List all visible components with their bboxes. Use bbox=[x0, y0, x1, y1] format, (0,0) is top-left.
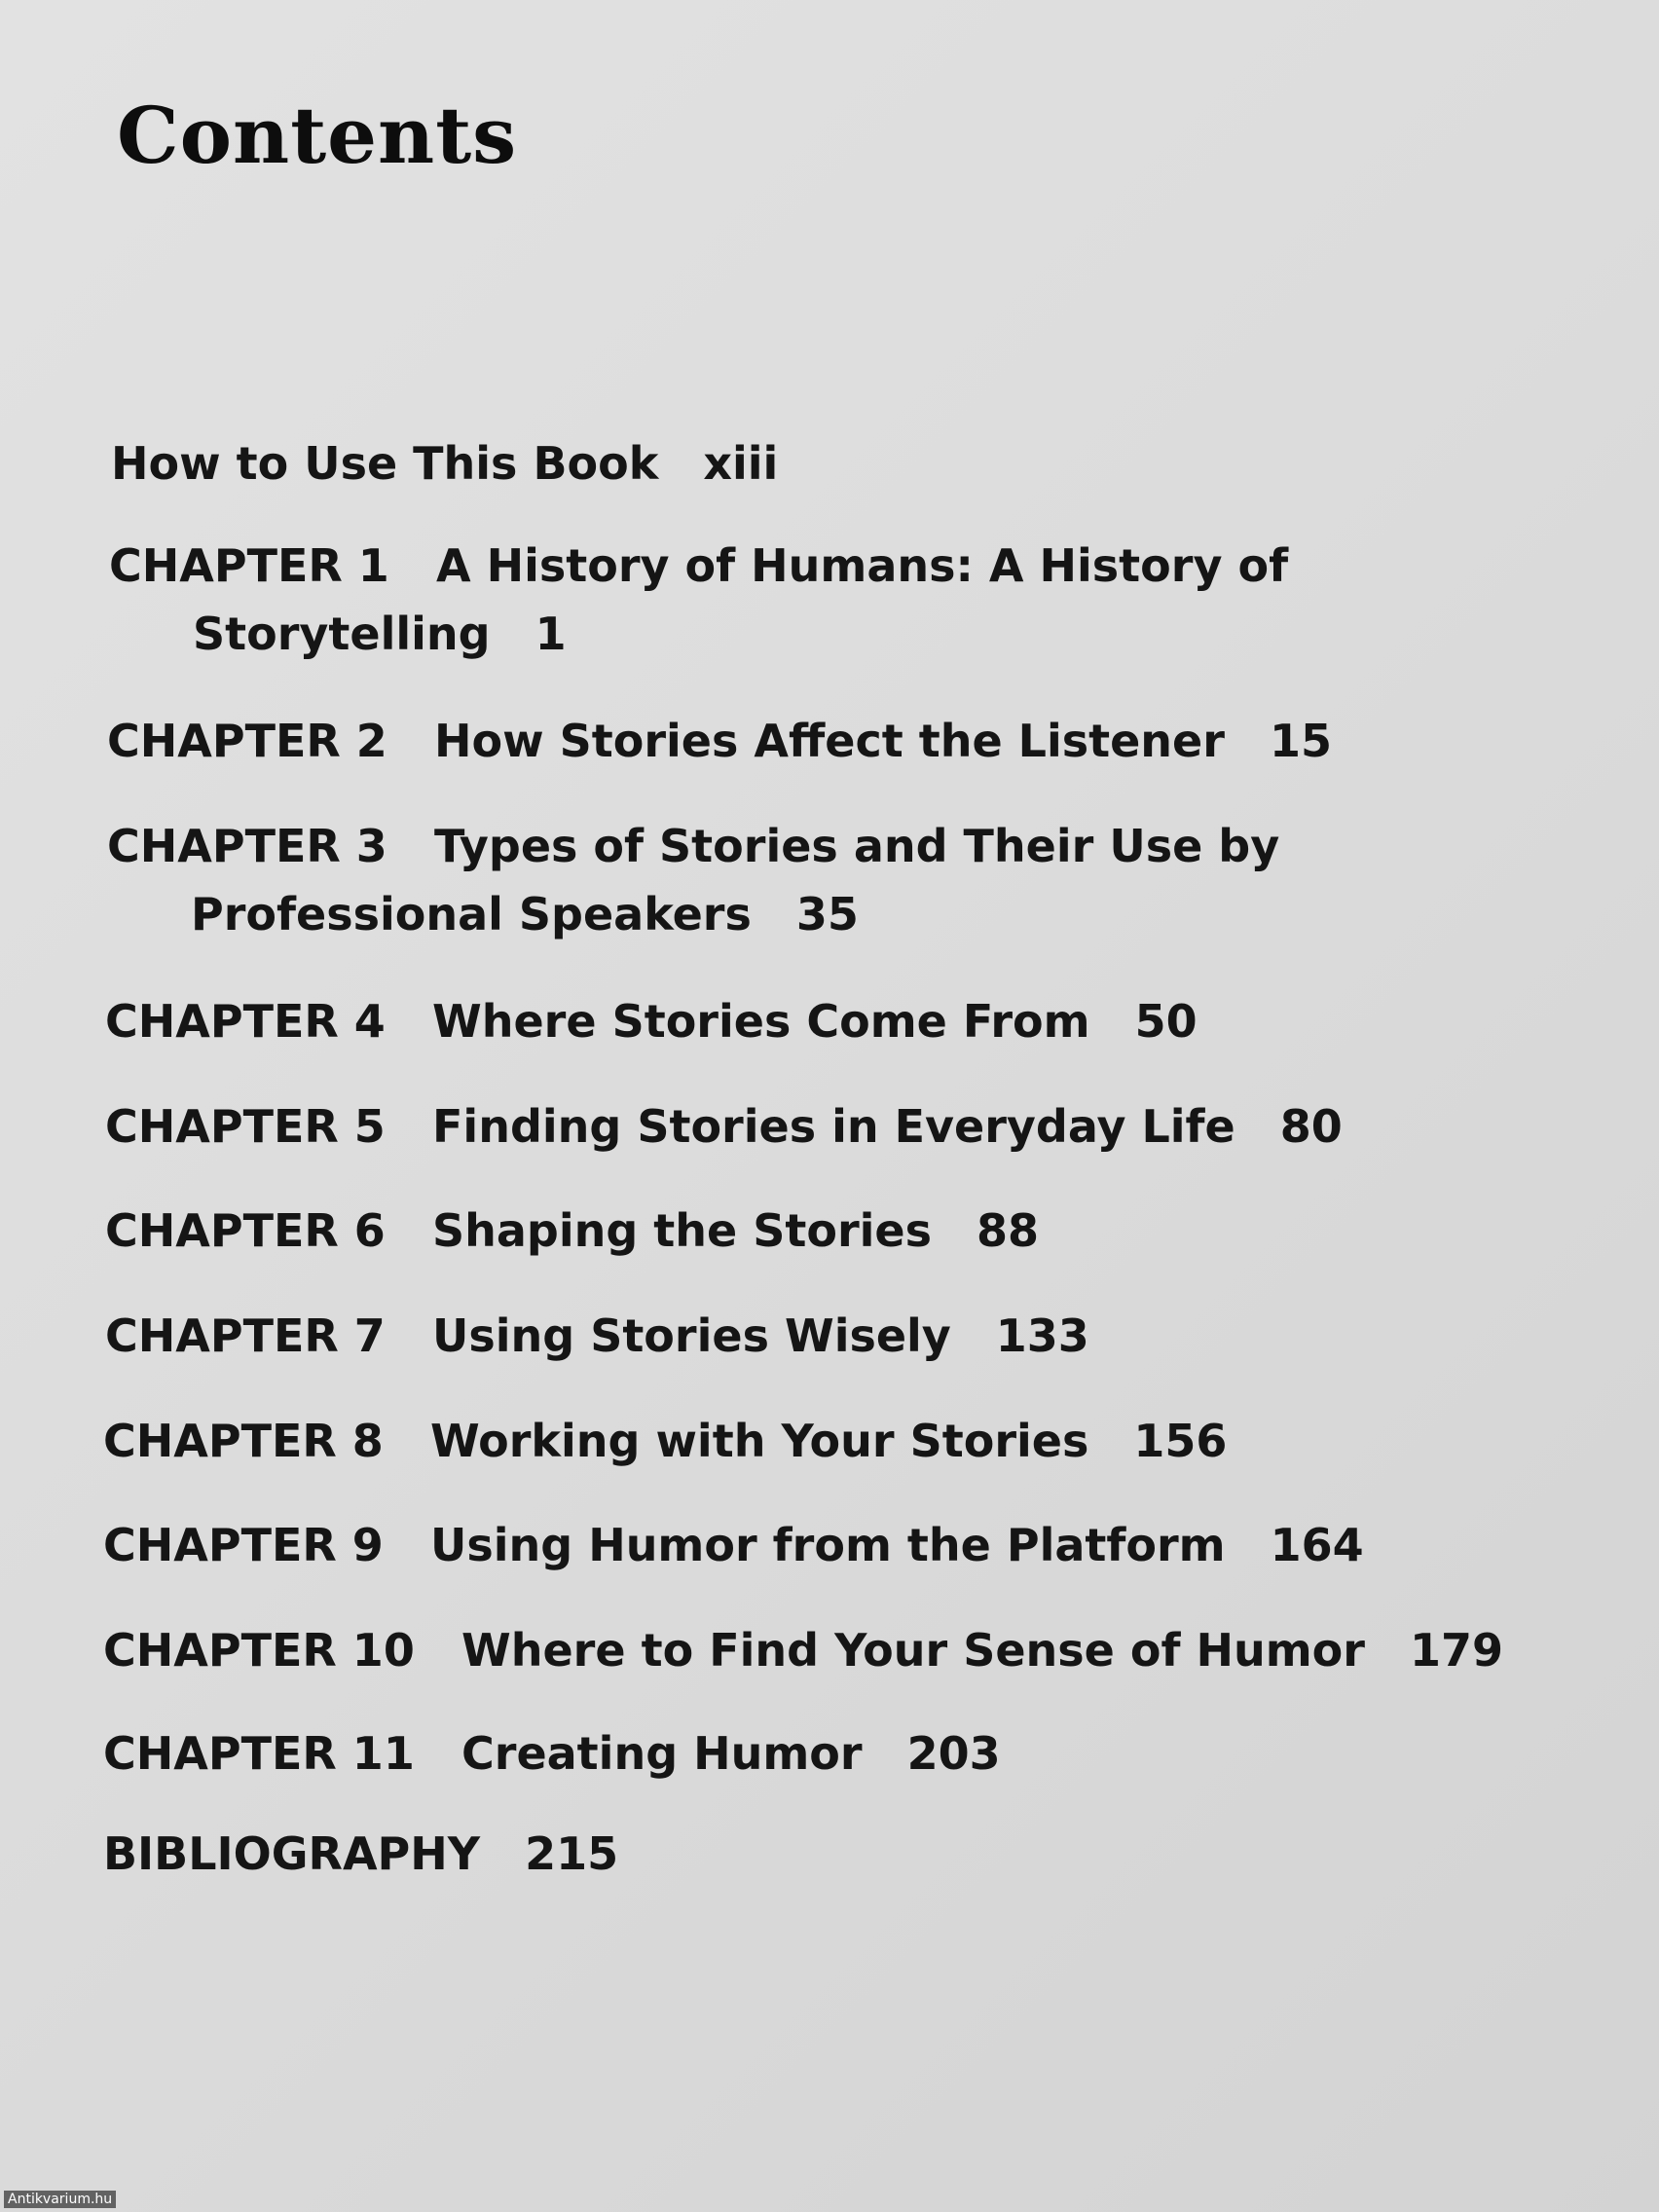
toc-entry-title: A History of Humans: A History of bbox=[436, 539, 1289, 592]
toc-entry-page: 164 bbox=[1270, 1519, 1364, 1571]
chapter-label: CHAPTER 6 bbox=[105, 1204, 386, 1257]
watermark: Antikvarium.hu bbox=[4, 2191, 116, 2208]
chapter-label: CHAPTER 3 bbox=[107, 820, 387, 872]
toc-entry-chapter-9 bbox=[103, 1510, 1364, 1580]
toc-entry-page: 50 bbox=[1134, 995, 1198, 1048]
toc-entry-title-continued: Storytelling bbox=[193, 608, 491, 660]
chapter-label: CHAPTER 4 bbox=[105, 995, 386, 1048]
toc-entry-title-continued: Professional Speakers bbox=[191, 888, 752, 940]
toc-entry-title: Finding Stories in Everyday Life bbox=[432, 1100, 1235, 1153]
toc-entry-page: 133 bbox=[995, 1309, 1089, 1362]
toc-entry-page: 35 bbox=[795, 888, 859, 940]
toc-entry-title: How to Use This Book bbox=[111, 437, 659, 490]
toc-entry-chapter-5 bbox=[105, 1091, 1343, 1161]
toc-entry-title: How Stories Affect the Listener bbox=[434, 715, 1225, 767]
chapter-label: CHAPTER 7 bbox=[105, 1309, 386, 1362]
toc-entry-title: Using Stories Wisely bbox=[432, 1309, 951, 1362]
toc-entry-chapter-11 bbox=[103, 1718, 1001, 1788]
chapter-label: CHAPTER 10 bbox=[103, 1624, 415, 1677]
toc-entry-chapter-6 bbox=[105, 1196, 1039, 1266]
toc-entry-chapter-3-continuation bbox=[191, 879, 859, 949]
toc-entry-title: Where Stories Come From bbox=[432, 995, 1090, 1048]
toc-entry-page: 156 bbox=[1133, 1415, 1228, 1467]
toc-entry-page: 88 bbox=[977, 1204, 1040, 1257]
toc-entry-chapter-1-continuation bbox=[193, 599, 567, 669]
toc-entry-bibliography bbox=[103, 1819, 618, 1889]
toc-entry-chapter-2 bbox=[107, 706, 1332, 776]
toc-entry-chapter-7 bbox=[105, 1301, 1089, 1371]
toc-entry-chapter-10 bbox=[103, 1615, 1503, 1685]
toc-entry-page: 203 bbox=[906, 1727, 1001, 1780]
toc-entry-title: Creating Humor bbox=[461, 1727, 863, 1780]
toc-entry-page: 1 bbox=[535, 608, 567, 660]
chapter-label: CHAPTER 9 bbox=[103, 1519, 384, 1571]
chapter-label: CHAPTER 5 bbox=[105, 1100, 386, 1153]
toc-entry-title: Where to Find Your Sense of Humor bbox=[461, 1624, 1365, 1677]
chapter-label: CHAPTER 1 bbox=[109, 539, 389, 592]
chapter-label: CHAPTER 11 bbox=[103, 1727, 415, 1780]
toc-entry-page: 179 bbox=[1409, 1624, 1504, 1677]
toc-entry-title: Working with Your Stories bbox=[430, 1415, 1089, 1467]
toc-entry-title: Shaping the Stories bbox=[432, 1204, 933, 1257]
toc-entry-chapter-1 bbox=[109, 531, 1288, 601]
page-title: Contents bbox=[117, 90, 518, 181]
toc-entry-title: Types of Stories and Their Use by bbox=[434, 820, 1280, 872]
toc-entry-chapter-3 bbox=[107, 811, 1279, 881]
chapter-label: CHAPTER 2 bbox=[107, 715, 387, 767]
toc-entry-chapter-8 bbox=[103, 1406, 1227, 1476]
toc-entry-page: 15 bbox=[1269, 715, 1332, 767]
toc-entry-title: BIBLIOGRAPHY bbox=[103, 1827, 481, 1880]
chapter-label: CHAPTER 8 bbox=[103, 1415, 384, 1467]
toc-entry-chapter-4 bbox=[105, 986, 1198, 1056]
toc-entry-page: 80 bbox=[1279, 1100, 1343, 1153]
toc-entry-page: 215 bbox=[525, 1827, 619, 1880]
toc-entry-page: xiii bbox=[703, 437, 779, 490]
toc-entry-intro bbox=[111, 428, 778, 498]
toc-entry-title: Using Humor from the Platform bbox=[430, 1519, 1226, 1571]
